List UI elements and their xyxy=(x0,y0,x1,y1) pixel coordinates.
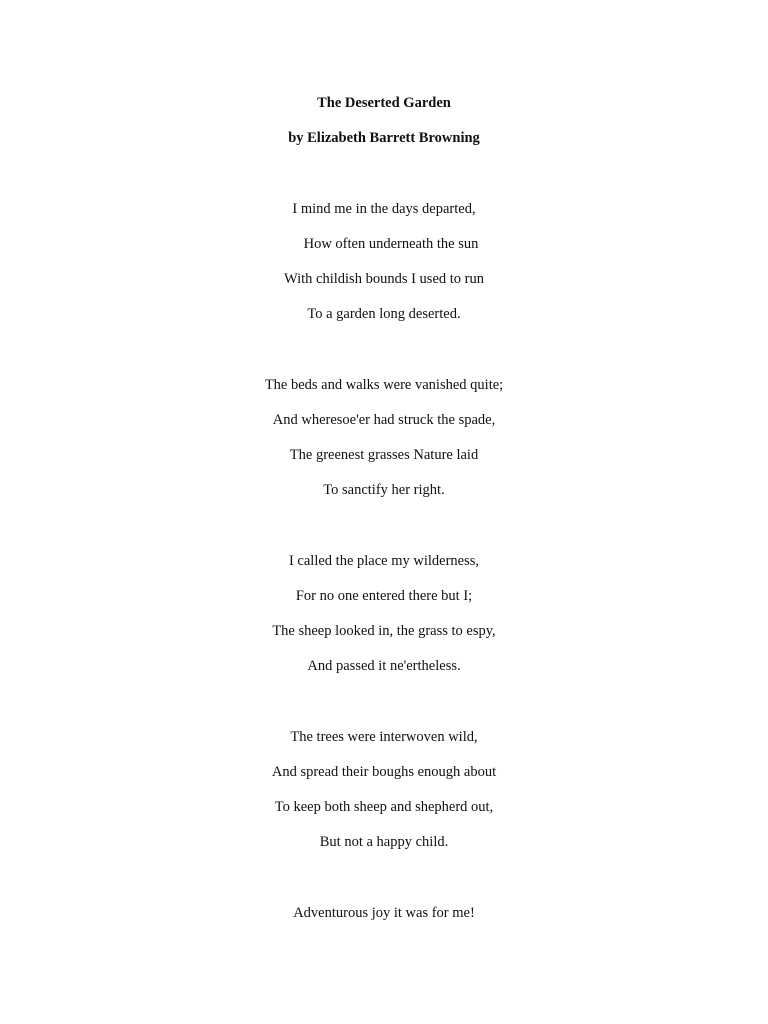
poem-line: And wheresoe'er had struck the spade, xyxy=(272,411,496,428)
stanza xyxy=(0,368,768,509)
stanza xyxy=(0,720,768,861)
poem-line: To a garden long deserted. xyxy=(307,306,461,323)
poem-line: But not a happy child. xyxy=(319,834,449,851)
poem-line: With childish bounds I used to run xyxy=(284,271,484,287)
poem-line: To sanctify her right. xyxy=(323,482,445,499)
poem-line: The trees were interwoven wild, xyxy=(290,728,478,745)
stanza xyxy=(0,544,768,685)
stanza xyxy=(0,896,768,931)
poem-line: The beds and walks were vanished quite; xyxy=(264,376,504,393)
poem-line: I mind me in the days departed, xyxy=(292,200,476,217)
poem-line: I called the place my wilderness, xyxy=(288,552,480,569)
stanza xyxy=(0,192,768,333)
poem-line: How often underneath the sun xyxy=(303,235,479,252)
poem-line: And spread their boughs enough about xyxy=(271,763,497,780)
poem-line: The greenest grasses Nature laid xyxy=(289,447,479,463)
poem-line: To keep both sheep and shepherd out, xyxy=(274,799,494,815)
poem-line: Adventurous joy it was for me! xyxy=(293,904,475,921)
poem-line: And passed it ne'ertheless. xyxy=(307,658,461,675)
poem-title: The Deserted Garden xyxy=(317,95,451,111)
poem-line: The sheep looked in, the grass to espy, xyxy=(272,623,496,639)
poem-body xyxy=(0,192,768,931)
poem-author: by Elizabeth Barrett Browning xyxy=(288,130,480,147)
poem-line: For no one entered there but I; xyxy=(295,587,473,604)
document-page xyxy=(0,86,768,931)
